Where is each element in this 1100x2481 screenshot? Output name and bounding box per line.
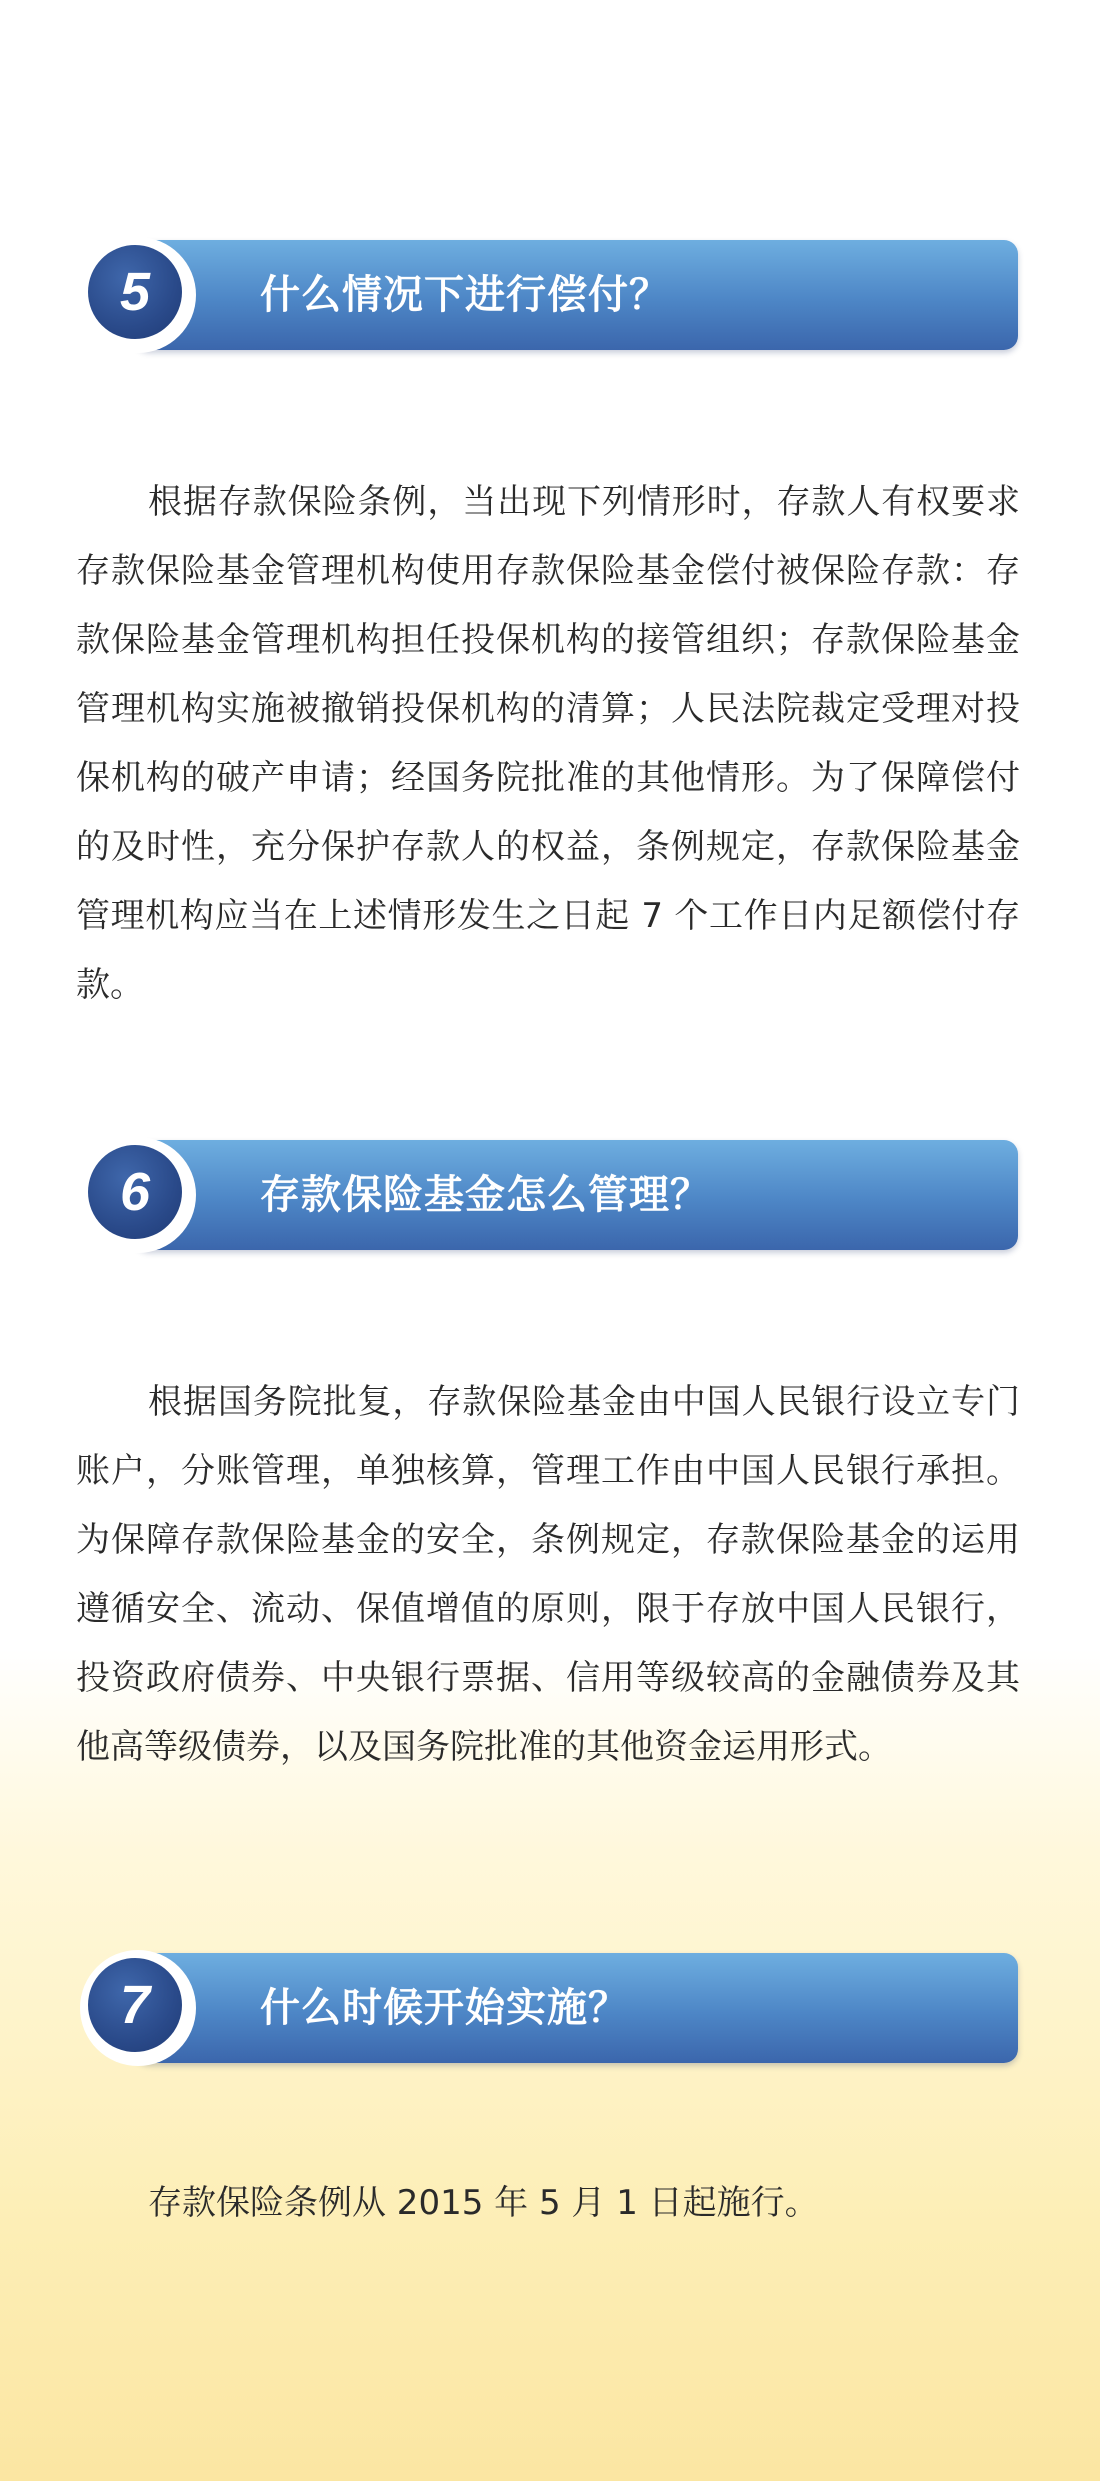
- section-5-title: 什么情况下进行偿付？: [260, 271, 670, 318]
- section-6-header: [80, 1140, 1018, 1250]
- section-7-number-badge: [80, 1950, 196, 2066]
- section-7-title-bar: [135, 1953, 1018, 2063]
- section-7-header: [80, 1953, 1018, 2063]
- section-5-number-badge: [80, 237, 196, 353]
- section-7-title: 什么时候开始实施？: [260, 1984, 629, 2031]
- section-6-title-bar: [135, 1140, 1018, 1250]
- section-7-number: 7: [88, 1958, 182, 2052]
- section-5-body: 根据存款保险条例，当出现下列情形时，存款人有权要求存款保险基金管理机构使用存款保险基金偿付被保险存款：存款保险基金管理机构担任投保机构的接管组织；存款保险基金管理机构实施被撤销投保机构的清算；人民法院裁定受理对投保机构的破产申请；经国务院批准的其他情形。为了保障偿付的及时性，充分保护存款人的权益，条例规定，存款保险基金管理机构应当在上述情形发生之日起 7 个工作日内足额偿付存款。: [76, 482, 1020, 1005]
- section-5-title-bar: [135, 240, 1018, 350]
- section-5-header: [80, 240, 1018, 350]
- section-7-body: 存款保险条例从 2015 年 5 月 1 日起施行。: [148, 2183, 819, 2223]
- section-6-body: 根据国务院批复，存款保险基金由中国人民银行设立专门账户，分账管理，单独核算，管理工作由中国人民银行承担。为保障存款保险基金的安全，条例规定，存款保险基金的运用遵循安全、流动、保值增值的原则，限于存放中国人民银行，投资政府债券、中央银行票据、信用等级较高的金融债券及其他高等级债券，以及国务院批准的其他资金运用形式。: [76, 1382, 1020, 1767]
- section-5-number: 5: [88, 245, 182, 339]
- section-6-number-badge: [80, 1137, 196, 1253]
- section-6-title: 存款保险基金怎么管理？: [260, 1171, 711, 1218]
- section-6-number: 6: [88, 1145, 182, 1239]
